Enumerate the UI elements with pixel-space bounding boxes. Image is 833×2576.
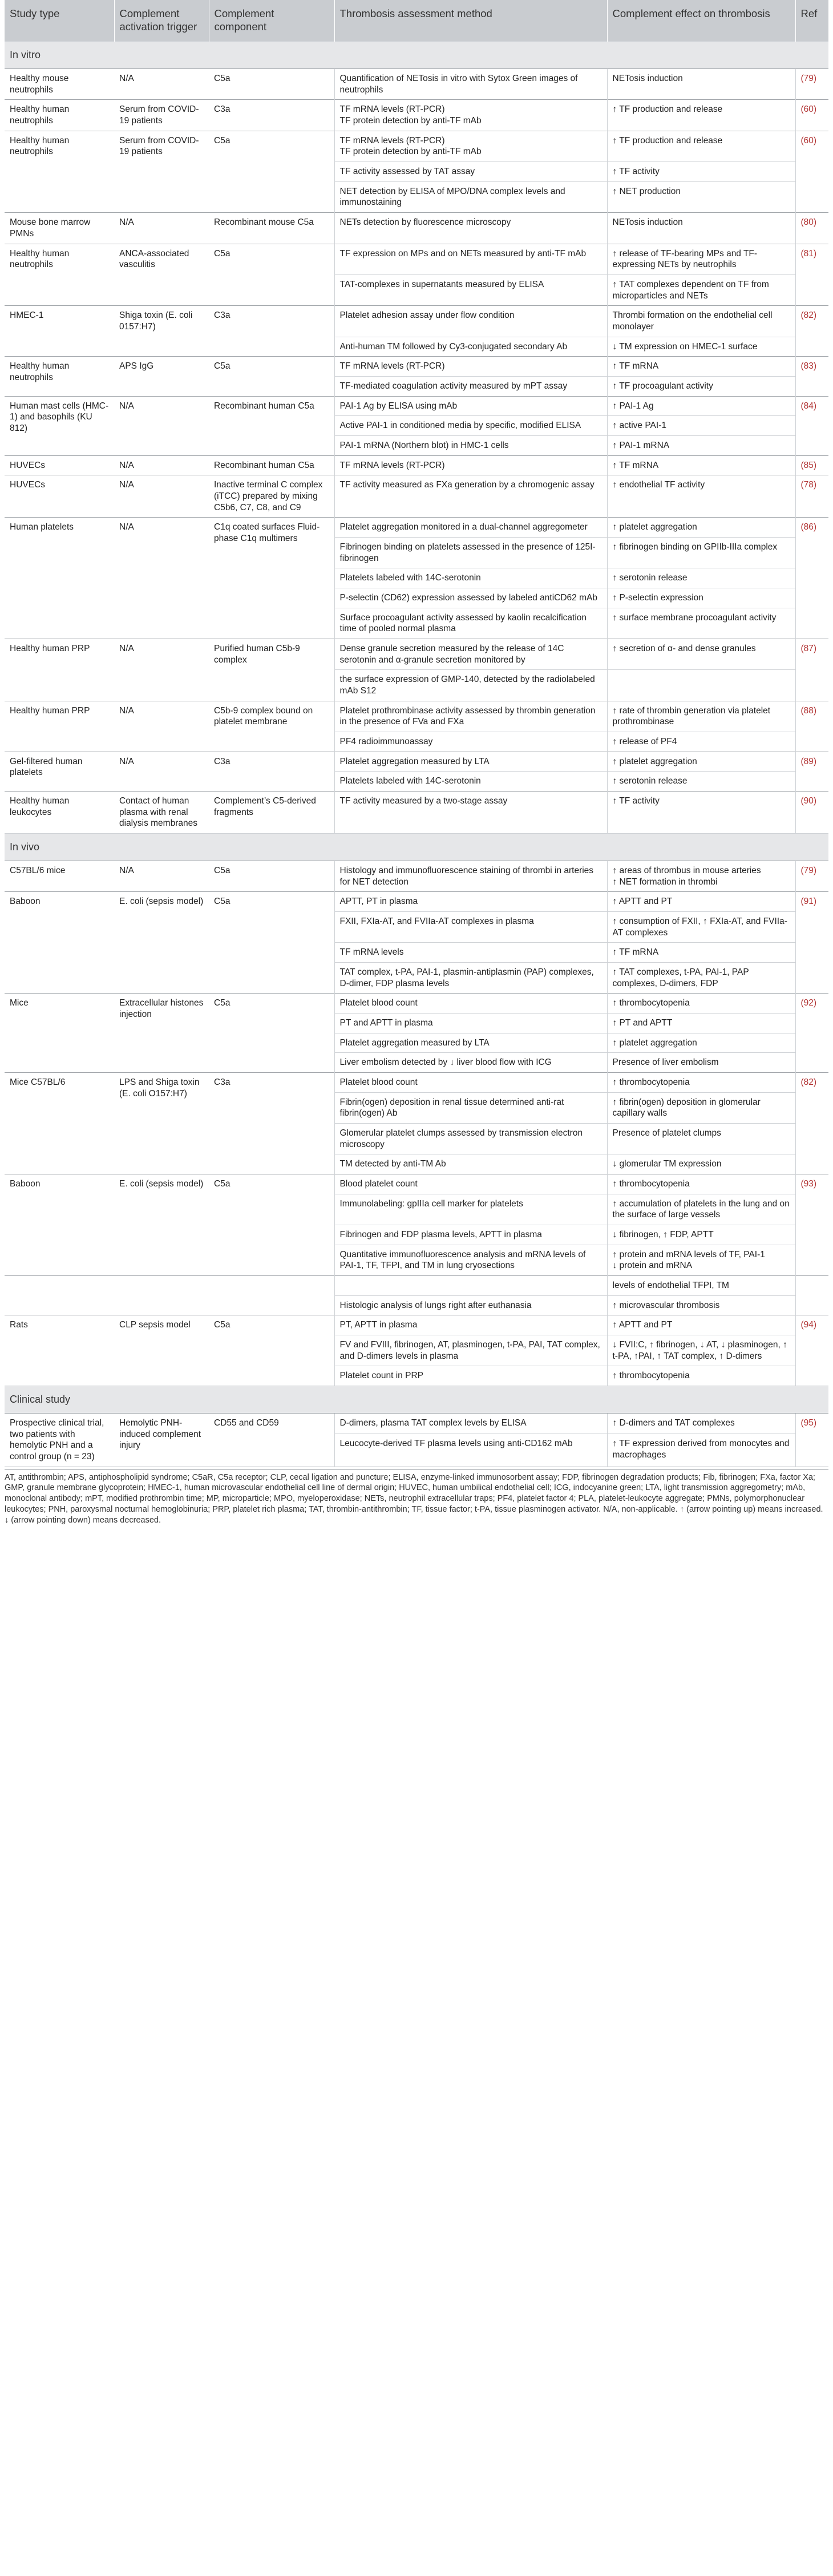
cell-ref-link[interactable]: (79) xyxy=(795,861,828,891)
cell-component: C3a xyxy=(209,752,334,791)
cell-assessment-method: NET detection by ELISA of MPO/DNA complex levels and immunostaining xyxy=(334,181,607,212)
cell-study-type: Mouse bone marrow PMNs xyxy=(5,213,114,244)
cell-assessment-method: TF mRNA levels (RT-PCR) xyxy=(334,357,607,377)
cell-component: C5a xyxy=(209,357,334,396)
cell-activation-trigger: E. coli (sepsis model) xyxy=(114,1174,209,1275)
cell-activation-trigger: Extracellular histones injection xyxy=(114,994,209,1073)
cell-effect: ↑ thrombocytopenia xyxy=(607,1366,795,1386)
cell-assessment-method: Immunolabeling: gpIIIa cell marker for platelets xyxy=(334,1194,607,1225)
cell-effect: ↑ surface membrane procoagulant activity xyxy=(607,608,795,639)
cell-component: C1q coated surfaces Fluid-phase C1q multimers xyxy=(209,518,334,639)
cell-assessment-method: APTT, PT in plasma xyxy=(334,892,607,912)
cell-effect: ↑ P-selectin expression xyxy=(607,588,795,608)
cell-activation-trigger: Serum from COVID-19 patients xyxy=(114,100,209,131)
cell-effect: ↑ TF activity xyxy=(607,792,795,834)
cell-effect: ↑ thrombocytopenia xyxy=(607,1072,795,1092)
cell-ref-link[interactable]: (91) xyxy=(795,892,828,994)
cell-activation-trigger: N/A xyxy=(114,752,209,791)
cell-activation-trigger: Hemolytic PNH-induced complement injury xyxy=(114,1413,209,1467)
cell-study-type: HUVECs xyxy=(5,475,114,518)
table-row xyxy=(5,357,828,377)
table-row xyxy=(5,792,828,834)
section-row xyxy=(5,1386,828,1414)
cell-assessment-method: Surface procoagulant activity assessed by kaolin recalcification time of pooled normal plasma xyxy=(334,608,607,639)
cell-effect: ↑ TF activity xyxy=(607,162,795,182)
cell-effect: ↑ APTT and PT xyxy=(607,892,795,912)
cell-activation-trigger: N/A xyxy=(114,396,209,455)
cell-effect: ↑ PAI-1 mRNA xyxy=(607,435,795,455)
cell-study-type: Healthy human neutrophils xyxy=(5,131,114,212)
cell-effect: ↑ TF expression derived from monocytes and macrophages xyxy=(607,1434,795,1467)
cell-effect: ↑ TF mRNA xyxy=(607,943,795,963)
cell-ref-link[interactable]: (82) xyxy=(795,306,828,357)
cell-assessment-method: Platelet aggregation measured by LTA xyxy=(334,1033,607,1053)
cell-study-type: Healthy human leukocytes xyxy=(5,792,114,834)
header-assessment-method: Thrombosis assessment method xyxy=(334,0,607,42)
cell-ref-link[interactable]: (81) xyxy=(795,244,828,306)
cell-study-type: Mice xyxy=(5,994,114,1073)
cell-study-type xyxy=(5,1276,114,1315)
cell-ref-link[interactable]: (92) xyxy=(795,994,828,1073)
cell-effect: ↑ microvascular thrombosis xyxy=(607,1295,795,1315)
header-effect: Complement effect on thrombosis xyxy=(607,0,795,42)
cell-assessment-method: PF4 radioimmunoassay xyxy=(334,732,607,752)
cell-assessment-method: PT and APTT in plasma xyxy=(334,1013,607,1033)
table-row xyxy=(5,518,828,538)
cell-activation-trigger xyxy=(114,1276,209,1315)
cell-effect xyxy=(607,670,795,701)
cell-ref-link[interactable]: (87) xyxy=(795,639,828,701)
cell-assessment-method: TAT complex, t-PA, PAI-1, plasmin-antiplasmin (PAP) complexes, D-dimer, FDP plasma levels xyxy=(334,962,607,993)
cell-activation-trigger: Contact of human plasma with renal dialysis membranes xyxy=(114,792,209,834)
section-row xyxy=(5,42,828,69)
cell-assessment-method: P-selectin (CD62) expression assessed by labeled antiCD62 mAb xyxy=(334,588,607,608)
cell-effect: ↑ TF production and release xyxy=(607,100,795,131)
cell-assessment-method: Histology and immunofluorescence staining of thrombi in arteries for NET detection xyxy=(334,861,607,891)
cell-activation-trigger: N/A xyxy=(114,455,209,475)
cell-assessment-method xyxy=(334,1276,607,1296)
table-row xyxy=(5,994,828,1014)
cell-ref-link[interactable]: (83) xyxy=(795,357,828,396)
cell-effect: Presence of liver embolism xyxy=(607,1053,795,1073)
cell-component: C5a xyxy=(209,861,334,891)
cell-component: C3a xyxy=(209,1072,334,1174)
table-row xyxy=(5,69,828,100)
cell-component: Recombinant mouse C5a xyxy=(209,213,334,244)
cell-component: Complement’s C5-derived fragments xyxy=(209,792,334,834)
cell-effect: ↑ release of TF-bearing MPs and TF-expressing NETs by neutrophils xyxy=(607,244,795,274)
cell-study-type: Human mast cells (HMC-1) and basophils (KU 812) xyxy=(5,396,114,455)
cell-ref-link[interactable]: (94) xyxy=(795,1315,828,1386)
table-row xyxy=(5,244,828,274)
cell-effect: ↑ fibrin(ogen) deposition in glomerular capillary walls xyxy=(607,1092,795,1123)
cell-study-type: Human platelets xyxy=(5,518,114,639)
cell-study-type: Healthy human PRP xyxy=(5,701,114,752)
cell-assessment-method: Blood platelet count xyxy=(334,1174,607,1194)
cell-assessment-method: TF activity measured as FXa generation by a chromogenic assay xyxy=(334,475,607,518)
cell-component: C5a xyxy=(209,244,334,306)
cell-assessment-method: Platelet blood count xyxy=(334,1072,607,1092)
cell-study-type: Baboon xyxy=(5,1174,114,1275)
thrombosis-table xyxy=(5,0,828,1467)
cell-component: Recombinant human C5a xyxy=(209,455,334,475)
cell-component: C5a xyxy=(209,69,334,100)
cell-activation-trigger: N/A xyxy=(114,861,209,891)
cell-assessment-method: Platelet aggregation measured by LTA xyxy=(334,752,607,772)
cell-assessment-method: the surface expression of GMP-140, detected by the radiolabeled mAb S12 xyxy=(334,670,607,701)
cell-ref-link[interactable]: (93) xyxy=(795,1174,828,1275)
table-row xyxy=(5,861,828,891)
table-row xyxy=(5,701,828,732)
cell-study-type: C57BL/6 mice xyxy=(5,861,114,891)
cell-activation-trigger: N/A xyxy=(114,213,209,244)
cell-effect: ↑ release of PF4 xyxy=(607,732,795,752)
cell-ref-link[interactable] xyxy=(795,1276,828,1315)
cell-effect: ↑ PAI-1 Ag xyxy=(607,396,795,416)
cell-component: C5a xyxy=(209,1315,334,1386)
cell-assessment-method: Active PAI-1 in conditioned media by specific, modified ELISA xyxy=(334,416,607,436)
cell-effect: ↑ secretion of α- and dense granules xyxy=(607,639,795,669)
cell-assessment-method: Fibrinogen binding on platelets assessed in the presence of 125I-fibrinogen xyxy=(334,537,607,568)
cell-study-type: HUVECs xyxy=(5,455,114,475)
table-row xyxy=(5,131,828,161)
cell-ref-link[interactable]: (89) xyxy=(795,752,828,791)
cell-effect: ↑ thrombocytopenia xyxy=(607,994,795,1014)
cell-component: C5a xyxy=(209,994,334,1073)
cell-effect: ↑ APTT and PT xyxy=(607,1315,795,1335)
cell-activation-trigger: N/A xyxy=(114,69,209,100)
cell-assessment-method: PAI-1 mRNA (Northern blot) in HMC-1 cells xyxy=(334,435,607,455)
cell-ref-link[interactable]: (86) xyxy=(795,518,828,639)
cell-effect: Thrombi formation on the endothelial cell monolayer xyxy=(607,306,795,337)
cell-effect: ↑ TF procoagulant activity xyxy=(607,376,795,396)
cell-assessment-method: Platelet prothrombinase activity assessed by thrombin generation in the presence of FVa and FXa xyxy=(334,701,607,732)
cell-effect: ↑ NET production xyxy=(607,181,795,212)
table-row xyxy=(5,892,828,912)
cell-component xyxy=(209,1276,334,1315)
cell-effect: ↑ TAT complexes, t-PA, PAI-1, PAP complexes, D-dimers, FDP xyxy=(607,962,795,993)
cell-component: C3a xyxy=(209,100,334,131)
cell-assessment-method: Quantitative immunofluorescence analysis and mRNA levels of PAI-1, TF, TFPI, and TM in lung cryosections xyxy=(334,1245,607,1275)
cell-assessment-method: Platelet adhesion assay under flow condition xyxy=(334,306,607,337)
cell-ref-link[interactable]: (60) xyxy=(795,131,828,212)
cell-assessment-method: FV and FVIII, fibrinogen, AT, plasminogen, t-PA, PAI, TAT complex, and D-dimers levels in plasma xyxy=(334,1335,607,1366)
cell-assessment-method: Liver embolism detected by ↓ liver blood flow with ICG xyxy=(334,1053,607,1073)
cell-activation-trigger: ANCA-associated vasculitis xyxy=(114,244,209,306)
cell-assessment-method: TF mRNA levels (RT-PCR) TF protein detection by anti-TF mAb xyxy=(334,131,607,161)
cell-effect: ↑ thrombocytopenia xyxy=(607,1174,795,1194)
cell-study-type: Mice C57BL/6 xyxy=(5,1072,114,1174)
cell-ref-link[interactable]: (79) xyxy=(795,69,828,100)
table-row xyxy=(5,455,828,475)
cell-effect: ↓ FVII:C, ↑ fibrinogen, ↓ AT, ↓ plasminogen, ↑ t-PA, ↑PAI, ↑ TAT complex, ↑ D-dimers xyxy=(607,1335,795,1366)
cell-ref-link[interactable]: (90) xyxy=(795,792,828,834)
cell-study-type: Prospective clinical trial, two patients with hemolytic PNH and a control group (n = 23) xyxy=(5,1413,114,1467)
cell-assessment-method: Fibrinogen and FDP plasma levels, APTT in plasma xyxy=(334,1225,607,1245)
cell-activation-trigger: E. coli (sepsis model) xyxy=(114,892,209,994)
cell-effect: Presence of platelet clumps xyxy=(607,1123,795,1154)
cell-effect: ↑ fibrinogen binding on GPIIb-IIIa complex xyxy=(607,537,795,568)
cell-assessment-method: TF mRNA levels (RT-PCR) TF protein detection by anti-TF mAb xyxy=(334,100,607,131)
cell-component: C5b-9 complex bound on platelet membrane xyxy=(209,701,334,752)
cell-effect: ↑ platelet aggregation xyxy=(607,518,795,538)
cell-effect: ↑ consumption of FXII, ↑ FXIa-AT, and FVIIa-AT complexes xyxy=(607,911,795,942)
cell-assessment-method: TF mRNA levels (RT-PCR) xyxy=(334,455,607,475)
section-title: In vitro xyxy=(5,42,828,69)
cell-activation-trigger: N/A xyxy=(114,518,209,639)
cell-assessment-method: TF-mediated coagulation activity measured by mPT assay xyxy=(334,376,607,396)
cell-effect: ↓ glomerular TM expression xyxy=(607,1154,795,1174)
cell-component: CD55 and CD59 xyxy=(209,1413,334,1467)
cell-effect: ↑ areas of thrombus in mouse arteries ↑ NET formation in thrombi xyxy=(607,861,795,891)
cell-effect: levels of endothelial TFPI, TM xyxy=(607,1276,795,1296)
cell-effect: NETosis induction xyxy=(607,69,795,100)
cell-effect: ↑ serotonin release xyxy=(607,568,795,588)
table-row xyxy=(5,1174,828,1194)
cell-effect: ↑ TF mRNA xyxy=(607,357,795,377)
table-row xyxy=(5,306,828,337)
header-activation-trigger: Complement activation trigger xyxy=(114,0,209,42)
cell-assessment-method: Anti-human TM followed by Cy3-conjugated secondary Ab xyxy=(334,337,607,357)
table-row xyxy=(5,1072,828,1092)
table-row xyxy=(5,1315,828,1335)
cell-assessment-method: Platelet blood count xyxy=(334,994,607,1014)
table-row xyxy=(5,213,828,244)
cell-ref-link[interactable]: (95) xyxy=(795,1413,828,1467)
cell-study-type: Baboon xyxy=(5,892,114,994)
cell-effect: ↑ platelet aggregation xyxy=(607,1033,795,1053)
cell-activation-trigger: APS IgG xyxy=(114,357,209,396)
cell-activation-trigger: Serum from COVID-19 patients xyxy=(114,131,209,212)
table-row xyxy=(5,752,828,772)
cell-effect: ↑ active PAI-1 xyxy=(607,416,795,436)
cell-assessment-method: TF mRNA levels xyxy=(334,943,607,963)
cell-study-type: Healthy human neutrophils xyxy=(5,244,114,306)
cell-assessment-method: TF activity measured by a two-stage assay xyxy=(334,792,607,834)
cell-assessment-method: PAI-1 Ag by ELISA using mAb xyxy=(334,396,607,416)
table-row xyxy=(5,396,828,416)
cell-activation-trigger: N/A xyxy=(114,701,209,752)
section-row xyxy=(5,834,828,861)
cell-effect: ↑ TAT complexes dependent on TF from microparticles and NETs xyxy=(607,274,795,305)
cell-activation-trigger: Shiga toxin (E. coli 0157:H7) xyxy=(114,306,209,357)
cell-study-type: Healthy human neutrophils xyxy=(5,357,114,396)
table-row xyxy=(5,639,828,669)
cell-assessment-method: Platelets labeled with 14C-serotonin xyxy=(334,772,607,792)
cell-assessment-method: Glomerular platelet clumps assessed by transmission electron microscopy xyxy=(334,1123,607,1154)
cell-effect: NETosis induction xyxy=(607,213,795,244)
cell-study-type: Rats xyxy=(5,1315,114,1386)
cell-assessment-method: FXII, FXIa-AT, and FVIIa-AT complexes in plasma xyxy=(334,911,607,942)
cell-ref-link[interactable]: (82) xyxy=(795,1072,828,1174)
cell-assessment-method: Leucocyte-derived TF plasma levels using anti-CD162 mAb xyxy=(334,1434,607,1467)
cell-component: C5a xyxy=(209,892,334,994)
cell-effect: ↑ endothelial TF activity xyxy=(607,475,795,518)
cell-assessment-method: NETs detection by fluorescence microscopy xyxy=(334,213,607,244)
table-row xyxy=(5,1276,828,1296)
cell-activation-trigger: CLP sepsis model xyxy=(114,1315,209,1386)
cell-component: Inactive terminal C complex (iTCC) prepared by mixing C5b6, C7, C8, and C9 xyxy=(209,475,334,518)
header-ref: Ref xyxy=(795,0,828,42)
cell-component: C3a xyxy=(209,306,334,357)
cell-component: C5a xyxy=(209,1174,334,1275)
cell-assessment-method: PT, APTT in plasma xyxy=(334,1315,607,1335)
cell-activation-trigger: LPS and Shiga toxin (E. coli O157:H7) xyxy=(114,1072,209,1174)
table-footnote: AT, antithrombin; APS, antiphospholipid syndrome; C5aR, C5a receptor; CLP, cecal ligation and puncture; ELISA, enzyme-linked immunosorbent assay; FDP, fibrinogen degradation products; Fib, fibrinogen; FXa, factor Xa; GMP, granule membrane glycoprotein; HMEC-1, human microvascular endothelial cell line of dermal origin; HUVEC, human umbilical endothelial cell; ICG, indocyanine green; LTA, light transmission aggregometry; mAb, monoclonal antibody; mPT, modified prothrombin time; MP, microparticle; MPO, myeloperoxidase; NETs, neutrophil extracellular traps; PF4, platelet factor 4; PLA, platelet-leukocyte aggregate; PMNs, polymorphonuclear leukocytes; PNH, paroxysmal nocturnal hemoglobinuria; PRP, platelet rich plasma; TAT, thrombin-antithrombin; TF, tissue factor; t-PA, tissue plasminogen activator. N/A, non-applicable. ↑ (arrow pointing up) means increased. ↓ (arrow pointing down) means decreased. xyxy=(5,1469,828,1526)
cell-ref-link[interactable]: (60) xyxy=(795,100,828,131)
cell-component: Purified human C5b-9 complex xyxy=(209,639,334,701)
cell-ref-link[interactable]: (80) xyxy=(795,213,828,244)
cell-assessment-method: TAT-complexes in supernatants measured by ELISA xyxy=(334,274,607,305)
cell-study-type: Healthy mouse neutrophils xyxy=(5,69,114,100)
cell-component: C5a xyxy=(209,131,334,212)
section-title: In vivo xyxy=(5,834,828,861)
cell-assessment-method: D-dimers, plasma TAT complex levels by ELISA xyxy=(334,1413,607,1434)
cell-study-type: Gel-filtered human platelets xyxy=(5,752,114,791)
cell-study-type: HMEC-1 xyxy=(5,306,114,357)
cell-effect: ↑ TF production and release xyxy=(607,131,795,161)
cell-assessment-method: Histologic analysis of lungs right after euthanasia xyxy=(334,1295,607,1315)
section-title: Clinical study xyxy=(5,1386,828,1414)
cell-ref-link[interactable]: (84) xyxy=(795,396,828,455)
cell-assessment-method: TF activity assessed by TAT assay xyxy=(334,162,607,182)
cell-effect: ↑ TF mRNA xyxy=(607,455,795,475)
cell-effect: ↑ D-dimers and TAT complexes xyxy=(607,1413,795,1434)
header-study-type: Study type xyxy=(5,0,114,42)
table-row xyxy=(5,1413,828,1434)
cell-assessment-method: Fibrin(ogen) deposition in renal tissue determined anti-rat fibrin(ogen) Ab xyxy=(334,1092,607,1123)
cell-component: Recombinant human C5a xyxy=(209,396,334,455)
table-row xyxy=(5,475,828,518)
cell-assessment-method: Dense granule secretion measured by the release of 14C serotonin and α-granule secretion monitored by xyxy=(334,639,607,669)
cell-effect: ↓ TM expression on HMEC-1 surface xyxy=(607,337,795,357)
header-component: Complement component xyxy=(209,0,334,42)
cell-effect: ↓ fibrinogen, ↑ FDP, APTT xyxy=(607,1225,795,1245)
cell-assessment-method: TM detected by anti-TM Ab xyxy=(334,1154,607,1174)
cell-assessment-method: Platelet aggregation monitored in a dual-channel aggregometer xyxy=(334,518,607,538)
cell-effect: ↑ PT and APTT xyxy=(607,1013,795,1033)
cell-assessment-method: TF expression on MPs and on NETs measured by anti-TF mAb xyxy=(334,244,607,274)
cell-assessment-method: Quantification of NETosis in vitro with Sytox Green images of neutrophils xyxy=(334,69,607,100)
cell-effect: ↑ rate of thrombin generation via platelet prothrombinase xyxy=(607,701,795,732)
cell-study-type: Healthy human neutrophils xyxy=(5,100,114,131)
cell-assessment-method: Platelets labeled with 14C-serotonin xyxy=(334,568,607,588)
cell-study-type: Healthy human PRP xyxy=(5,639,114,701)
cell-activation-trigger: N/A xyxy=(114,639,209,701)
table-body xyxy=(5,42,828,1467)
cell-effect: ↑ accumulation of platelets in the lung and on the surface of large vessels xyxy=(607,1194,795,1225)
table-row xyxy=(5,100,828,131)
cell-assessment-method: Platelet count in PRP xyxy=(334,1366,607,1386)
cell-ref-link[interactable]: (85) xyxy=(795,455,828,475)
cell-effect: ↑ serotonin release xyxy=(607,772,795,792)
cell-ref-link[interactable]: (78) xyxy=(795,475,828,518)
cell-effect: ↑ protein and mRNA levels of TF, PAI-1 ↓ protein and mRNA xyxy=(607,1245,795,1275)
cell-ref-link[interactable]: (88) xyxy=(795,701,828,752)
table-header-row xyxy=(5,0,828,42)
cell-effect: ↑ platelet aggregation xyxy=(607,752,795,772)
cell-activation-trigger: N/A xyxy=(114,475,209,518)
